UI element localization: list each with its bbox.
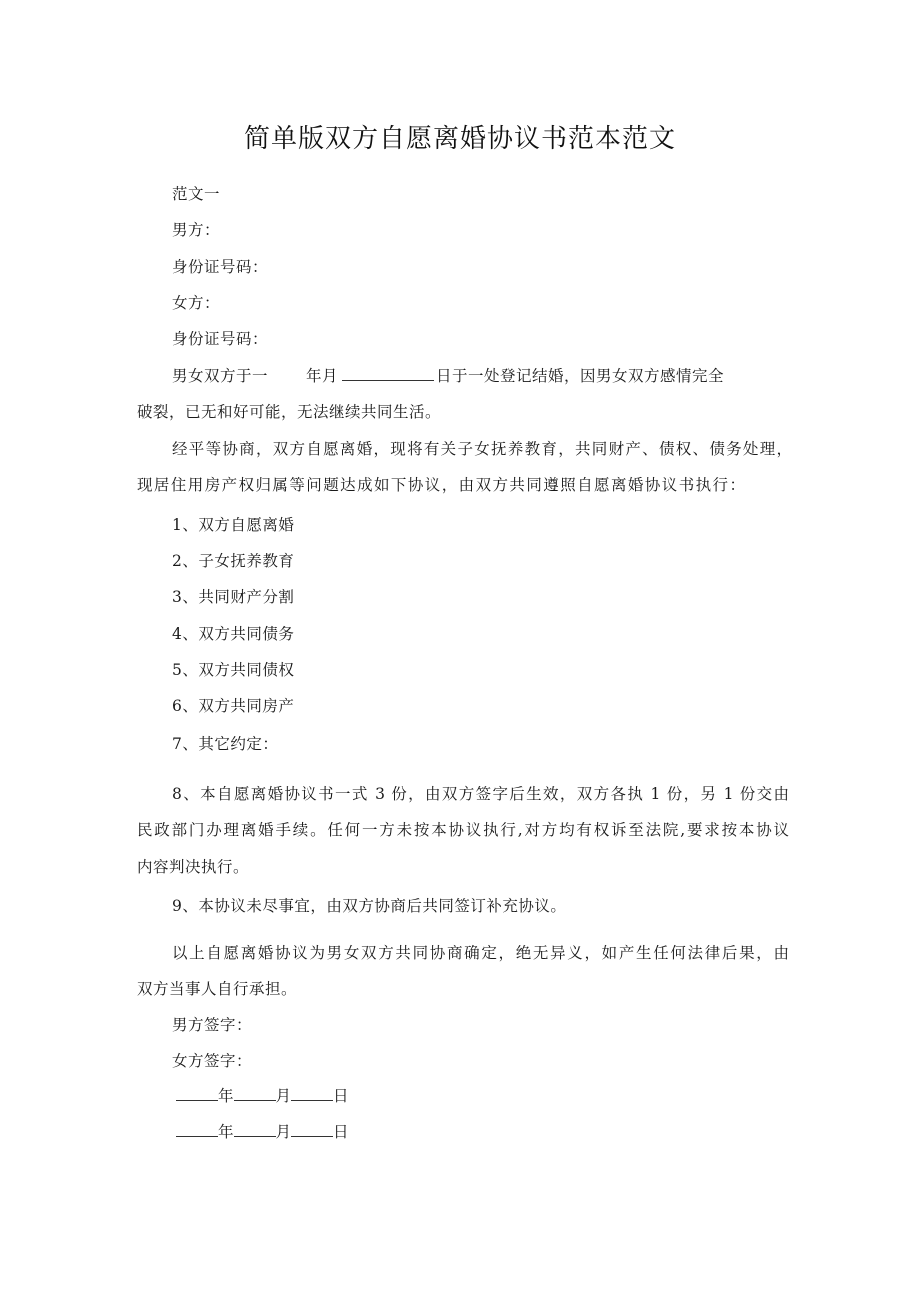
month-label: 月 [275, 1123, 292, 1141]
day-blank [291, 1085, 333, 1101]
date-row-1 [176, 1084, 349, 1106]
marriage-line [172, 364, 724, 386]
month-label: 月 [275, 1087, 292, 1105]
list-item-5: 5、双方共同债权 [172, 661, 295, 679]
year-label: 年 [218, 1087, 234, 1105]
marriage-text-a: 男女双方于一 [172, 367, 269, 385]
date-row-2 [176, 1120, 349, 1142]
list-item-6: 6、双方共同房产 [172, 697, 295, 715]
list-item-1: 1、双方自愿离婚 [172, 516, 295, 534]
year-label: 年 [218, 1123, 234, 1141]
day-blank [342, 365, 434, 381]
year-blank [176, 1085, 218, 1101]
female-signature-label: 女方签字： [172, 1052, 253, 1070]
clause8-line-3: 内容判决执行。 [137, 858, 250, 876]
male-signature-label: 男方签字： [172, 1016, 253, 1034]
month-blank [234, 1085, 276, 1101]
clause8-line-1: 8、本自愿离婚协议书一式 3 份，由双方签字后生效，双方各执 1 份，另 1 份交由 [172, 785, 789, 803]
sample-label: 范文一 [172, 185, 221, 203]
list-item-2: 2、子女抚养教育 [172, 552, 295, 570]
male-id-label: 身份证号码： [172, 258, 269, 276]
clause8-line-2: 民政部门办理离婚手续。任何一方未按本协议执行,对方均有权诉至法院,要求按本协议 [137, 821, 789, 839]
marriage-line-2: 破裂，已无和好可能，无法继续共同生活。 [137, 403, 442, 421]
agreement-line-2: 现居住用房产权归属等问题达成如下协议，由双方共同遵照自愿离婚协议书执行： [137, 476, 745, 494]
document-title: 简单版双方自愿离婚协议书范本范文 [243, 124, 676, 154]
day-blank [291, 1121, 333, 1137]
female-party-label: 女方： [172, 294, 221, 312]
clause9: 9、本协议未尽事宜，由双方协商后共同签订补充协议。 [172, 897, 567, 915]
final-line-1: 以上自愿离婚协议为男女双方共同协商确定，绝无异义，如产生任何法律后果，由 [172, 944, 789, 962]
list-item-4: 4、双方共同债务 [172, 625, 295, 643]
month-blank [234, 1121, 276, 1137]
day-label: 日 [333, 1087, 349, 1105]
list-item-7: 7、其它约定： [172, 735, 279, 753]
final-line-2: 双方当事人自行承担。 [137, 980, 298, 998]
year-blank [176, 1121, 218, 1137]
agreement-line-1: 经平等协商，双方自愿离婚，现将有关子女抚养教育，共同财产、债权、债务处理， [172, 440, 792, 458]
list-item-3: 3、共同财产分割 [172, 588, 295, 606]
female-id-label: 身份证号码： [172, 330, 269, 348]
male-party-label: 男方： [172, 221, 221, 239]
marriage-text-c: 日于一处登记结婚，因男女双方感情完全 [436, 367, 725, 385]
day-label: 日 [333, 1123, 349, 1141]
marriage-text-b: 年月 [306, 367, 339, 385]
